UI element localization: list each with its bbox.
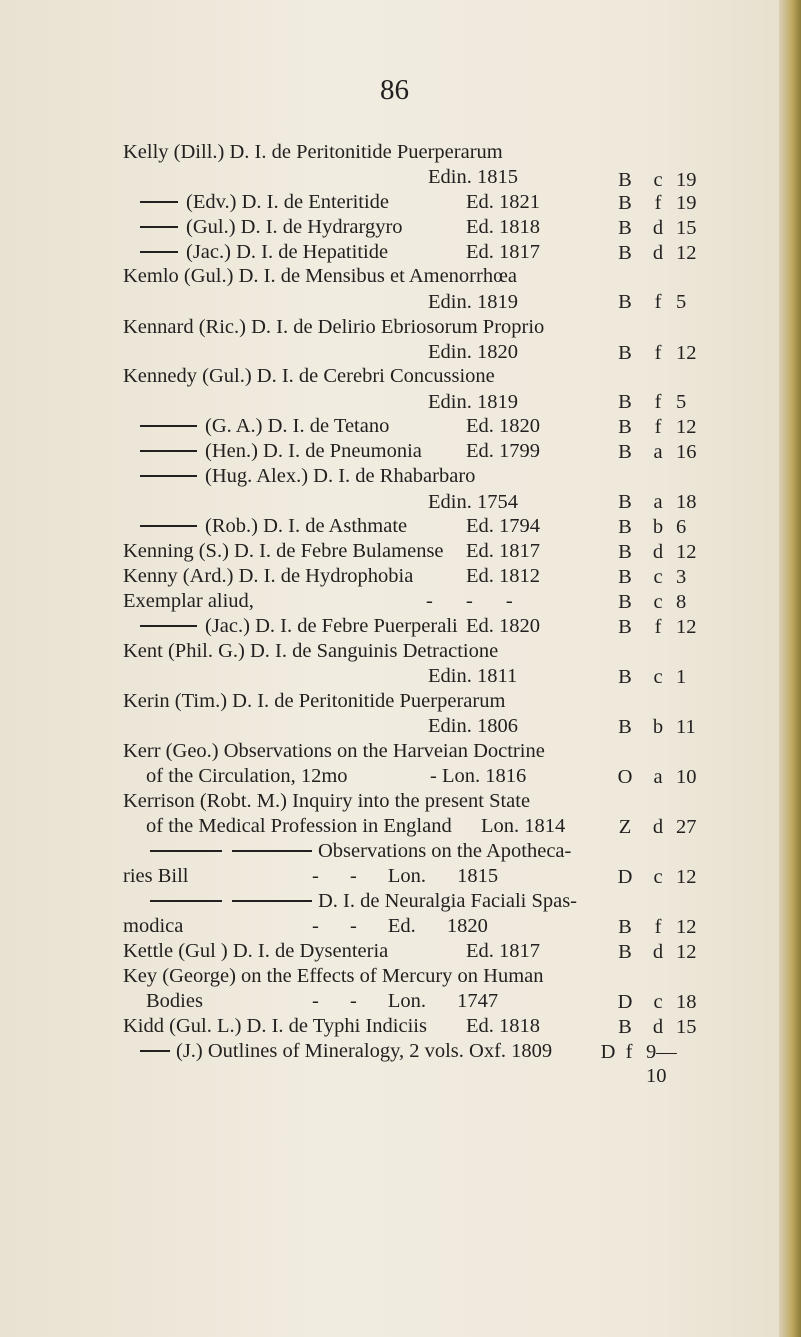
entry-imprint: Lon. 1814 [481, 815, 566, 837]
shelf-case: f [625, 1041, 633, 1063]
entry-imprint: Ed. 1817 [466, 540, 541, 562]
shelf-letter: B [618, 169, 632, 191]
entry-imprint: Ed. 1799 [466, 440, 541, 462]
shelf-number: 12 [676, 866, 697, 888]
shelf-case: f [654, 291, 662, 313]
shelf-number: 27 [676, 816, 697, 838]
entry-imprint: Ed. 1812 [466, 565, 541, 587]
shelf-letter: B [618, 566, 632, 588]
shelf-case: d [652, 217, 664, 239]
shelf-number: 6 [676, 516, 687, 538]
shelf-number: 5 [676, 291, 687, 313]
shelf-case: d [652, 242, 664, 264]
shelf-number: 9—10 [646, 1041, 677, 1087]
entry-imprint: Edin. 1815 [428, 166, 518, 188]
shelf-number: 19 [676, 192, 697, 214]
entry-imprint: - - Lon. 1815 [312, 865, 499, 887]
shelf-number: 12 [676, 541, 697, 563]
entry-author: D. I. de Neuralgia Faciali Spas- [150, 889, 577, 913]
shelf-letter: B [618, 291, 632, 313]
entry-author: Kennedy (Gul.) D. I. de Cerebri Concussione [123, 365, 495, 387]
shelf-letter: B [618, 491, 632, 513]
shelf-letter: B [618, 591, 632, 613]
shelf-letter: B [618, 616, 632, 638]
entry-author: (Edv.) D. I. de Enteritide [140, 190, 389, 214]
shelf-letter: D [617, 866, 633, 888]
entry-imprint: Edin. 1820 [428, 341, 518, 363]
shelf-number: 18 [676, 991, 697, 1013]
shelf-case: d [652, 816, 664, 838]
entry-author: Kennard (Ric.) D. I. de Delirio Ebriosorum Proprio [123, 316, 545, 338]
shelf-letter: B [618, 941, 632, 963]
entry-author: (Rob.) D. I. de Asthmate [140, 514, 407, 538]
shelf-number: 12 [676, 916, 697, 938]
entry-imprint: Ed. 1794 [466, 515, 541, 537]
shelf-letter: B [618, 242, 632, 264]
shelf-letter: B [618, 342, 632, 364]
shelf-case: f [654, 192, 662, 214]
entry-author: (Gul.) D. I. de Hydrargyro [140, 215, 403, 239]
entry-imprint: Edin. 1811 [428, 665, 518, 687]
shelf-case: c [653, 566, 663, 588]
shelf-number: 12 [676, 416, 697, 438]
entry-imprint: Ed. 1818 [466, 1015, 541, 1037]
entry-continuation: of the Circulation, 12mo [146, 765, 348, 787]
entry-continuation: modica [123, 915, 184, 937]
shelf-letter: B [618, 516, 632, 538]
entry-author: Kemlo (Gul.) D. I. de Mensibus et Amenorrhœa [123, 265, 517, 287]
shelf-case: c [653, 169, 663, 191]
shelf-case: f [654, 342, 662, 364]
shelf-letter: O [617, 766, 633, 788]
entry-author: Kerrison (Robt. M.) Inquiry into the present State [123, 790, 531, 812]
shelf-case: f [654, 916, 662, 938]
entry-author: (Jac.) D. I. de Febre Puerperali [140, 614, 458, 638]
shelf-letter: B [618, 217, 632, 239]
entry-imprint: Ed. 1818 [466, 216, 541, 238]
entry-author: Kenny (Ard.) D. I. de Hydrophobia [123, 565, 414, 587]
page-number: 86 [380, 74, 409, 106]
entry-author: Kelly (Dill.) D. I. de Peritonitide Puerperarum [123, 141, 503, 163]
shelf-number: 12 [676, 941, 697, 963]
entry-imprint: Edin. 1819 [428, 291, 518, 313]
shelf-number: 12 [676, 342, 697, 364]
shelf-letter: B [618, 391, 632, 413]
entry-imprint: - - - [426, 590, 527, 612]
entry-author: Observations on the Apotheca- [150, 839, 571, 863]
shelf-number: 1 [676, 666, 687, 688]
entry-imprint: Edin. 1754 [428, 491, 518, 513]
entry-author: Kettle (Gul ) D. I. de Dysenteria [123, 940, 389, 962]
shelf-number: 11 [676, 716, 696, 738]
shelf-letter: B [618, 192, 632, 214]
shelf-case: a [653, 491, 663, 513]
shelf-number: 5 [676, 391, 687, 413]
entry-imprint: - Lon. 1816 [430, 765, 527, 787]
entry-imprint: Edin. 1806 [428, 715, 518, 737]
entry-author: (J.) Outlines of Mineralogy, 2 vols. Oxf. 1809 [140, 1039, 552, 1063]
shelf-case: d [652, 941, 664, 963]
entry-imprint: Ed. 1817 [466, 241, 541, 263]
shelf-number: 12 [676, 616, 697, 638]
shelf-case: a [653, 441, 663, 463]
entry-author: (Hug. Alex.) D. I. de Rhabarbaro [140, 464, 475, 488]
shelf-number: 8 [676, 591, 687, 613]
entry-imprint: Ed. 1817 [466, 940, 541, 962]
shelf-letter: B [618, 1016, 632, 1038]
entry-author: Exemplar aliud, [123, 590, 254, 612]
shelf-case: c [653, 591, 663, 613]
shelf-case: a [653, 766, 663, 788]
entry-imprint: - - Ed. 1820 [312, 915, 488, 937]
shelf-number: 12 [676, 242, 697, 264]
shelf-case: d [652, 541, 664, 563]
entry-author: Kenning (S.) D. I. de Febre Bulamense [123, 540, 444, 562]
shelf-number: 18 [676, 491, 697, 513]
shelf-case: b [652, 516, 664, 538]
shelf-number: 19 [676, 169, 697, 191]
entry-imprint: Ed. 1820 [466, 415, 541, 437]
entry-continuation: Bodies [146, 990, 203, 1012]
entry-continuation: ries Bill [123, 865, 189, 887]
shelf-letter: B [618, 916, 632, 938]
shelf-case: c [653, 866, 663, 888]
shelf-number: 3 [676, 566, 687, 588]
shelf-case: f [654, 616, 662, 638]
entry-imprint: - - Lon. 1747 [312, 990, 499, 1012]
shelf-case: c [653, 991, 663, 1013]
shelf-case: f [654, 391, 662, 413]
entry-author: (Jac.) D. I. de Hepatitide [140, 240, 388, 264]
shelf-letter: D [600, 1041, 616, 1063]
entry-author: Kerin (Tim.) D. I. de Peritonitide Puerperarum [123, 690, 506, 712]
shelf-case: f [654, 416, 662, 438]
shelf-letter: B [618, 416, 632, 438]
entry-imprint: Ed. 1820 [466, 615, 541, 637]
entry-imprint: Edin. 1819 [428, 391, 518, 413]
entry-author: (Hen.) D. I. de Pneumonia [140, 439, 422, 463]
entry-author: (G. A.) D. I. de Tetano [140, 414, 389, 438]
shelf-letter: B [618, 666, 632, 688]
entry-author: Key (George) on the Effects of Mercury on Human [123, 965, 544, 987]
entry-author: Kent (Phil. G.) D. I. de Sanguinis Detractione [123, 640, 499, 662]
shelf-number: 10 [676, 766, 697, 788]
shelf-case: c [653, 666, 663, 688]
shelf-number: 16 [676, 441, 697, 463]
entry-continuation: of the Medical Profession in England [146, 815, 452, 837]
shelf-letter: D [617, 991, 633, 1013]
entry-author: Kidd (Gul. L.) D. I. de Typhi Indiciis [123, 1015, 427, 1037]
entry-author: Kerr (Geo.) Observations on the Harveian Doctrine [123, 740, 545, 762]
shelf-case: b [652, 716, 664, 738]
shelf-number: 15 [676, 217, 697, 239]
shelf-letter: Z [618, 816, 632, 838]
shelf-letter: B [618, 716, 632, 738]
shelf-number: 15 [676, 1016, 697, 1038]
shelf-case: d [652, 1016, 664, 1038]
page-edge [779, 0, 801, 1337]
shelf-letter: B [618, 441, 632, 463]
shelf-letter: B [618, 541, 632, 563]
entry-imprint: Ed. 1821 [466, 191, 541, 213]
